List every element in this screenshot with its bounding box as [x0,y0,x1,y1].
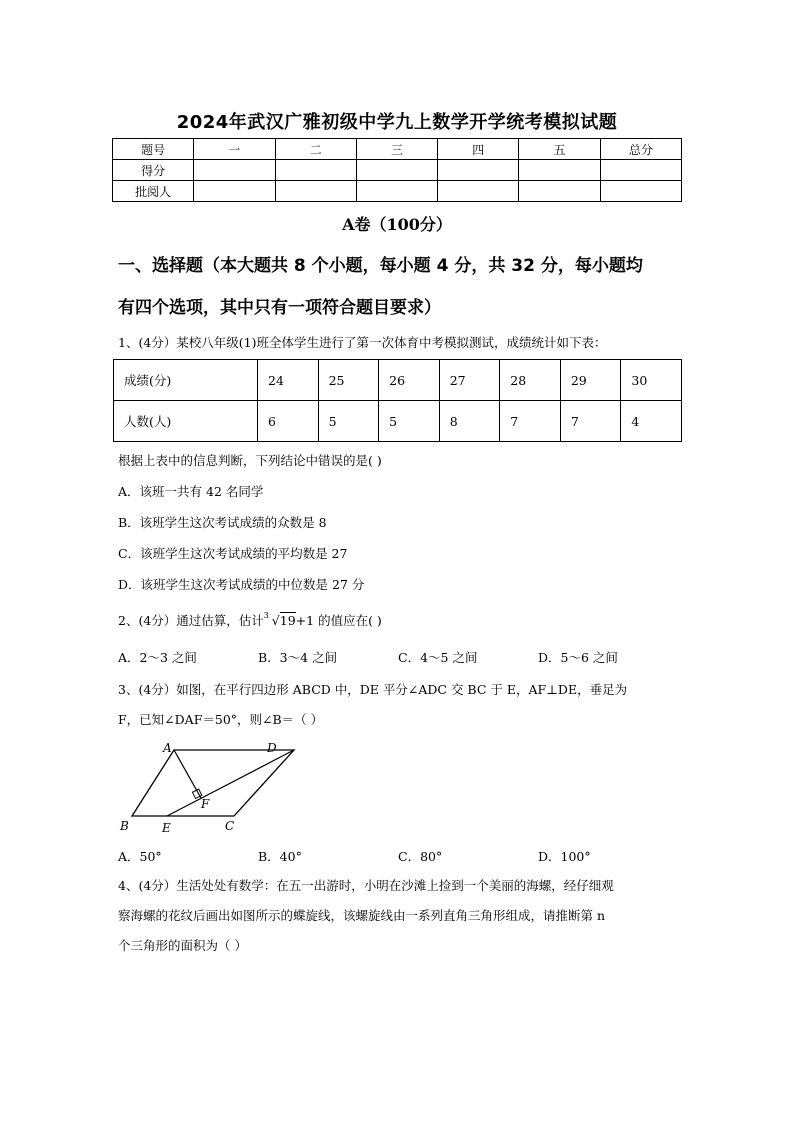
q2-options [118,648,698,666]
q1-option-c[interactable]: C．该班学生这次考试成绩的平均数是 27 [118,546,348,561]
score-row-label: 得分 [113,160,194,181]
q4-stem-line: 察海螺的花纹后画出如图所示的蝶旋线，该螺旋线由一系列直角三角形组成，请推断第 n [118,908,606,923]
q1-cell: 6 [258,401,319,442]
q3-options [118,847,698,865]
segment-af [174,750,201,798]
q1-cell: 7 [560,401,621,442]
q1-cell: 4 [621,401,682,442]
q2-option-d[interactable]: D．5～6 之间 [538,650,618,665]
reviewer-cell[interactable] [600,181,681,202]
label-a: A [163,741,172,755]
exam-title: 2024年武汉广雅初级中学九上数学开学统考模拟试题 [176,112,618,133]
section-heading-line: 有四个选项，其中只有一项符合题目要求） [118,298,441,318]
parallelogram-figure [112,738,302,838]
q3-stem-line: 3、(4分）如图，在平行四边形 ABCD 中，DE 平分∠ADC 交 BC 于 E，AF⊥DE，垂足为 [118,682,628,697]
q3-stem-line: F，已知∠DAF＝50°，则∠B＝（ ） [118,712,324,727]
score-header-cell: 四 [438,139,519,160]
q1-cell: 成绩(分) [114,360,258,401]
score-cell[interactable] [194,160,275,181]
q3-option-d[interactable]: D．100° [538,849,591,864]
reviewer-row-label: 批阅人 [113,181,194,202]
q1-stem: 1、(4分）某校八年级(1)班全体学生进行了第一次体育中考模拟测试，成绩统计如下表： [118,335,607,350]
q2-stem-pre: 2、(4分）通过估算，估计 [118,613,264,628]
q1-grade-row [114,360,682,401]
q4-stem-line: 4、(4分）生活处处有数学：在五一出游时，小明在沙滩上捡到一个美丽的海螺，经仔细观 [118,878,614,893]
q2-option-c[interactable]: C．4～5 之间 [398,650,478,665]
q4-stem-line: 个三角形的面积为（ ） [118,938,247,953]
score-row [113,160,682,181]
label-b: B [120,819,129,833]
q1-option-b[interactable]: B．该班学生这次考试成绩的众数是 8 [118,515,327,530]
q1-cell: 25 [318,360,379,401]
q1-cell: 26 [379,360,440,401]
reviewer-cell[interactable] [519,181,600,202]
score-cell[interactable] [600,160,681,181]
reviewer-cell[interactable] [275,181,356,202]
radical-sign: √ [271,613,280,628]
q1-cell: 27 [439,360,500,401]
q3-option-a[interactable]: A．50° [118,849,162,864]
score-cell[interactable] [356,160,437,181]
q1-cell: 24 [258,360,319,401]
reviewer-cell[interactable] [438,181,519,202]
label-f: F [201,797,210,811]
segment-de [167,750,294,816]
q1-cell: 5 [318,401,379,442]
q2-option-b[interactable]: B．3～4 之间 [258,650,338,665]
score-cell[interactable] [275,160,356,181]
label-d: D [267,741,277,755]
q1-cell: 8 [439,401,500,442]
q2-stem-post: +1 的值应在( ) [295,613,382,628]
score-header-cell: 题号 [113,139,194,160]
score-header-cell: 总分 [600,139,681,160]
section-heading [118,248,688,326]
score-cell[interactable] [438,160,519,181]
cube-root [264,611,296,631]
q1-grade-table [113,359,682,442]
q1-cell: 29 [560,360,621,401]
score-table-header-row [113,139,682,160]
section-heading-line: 一、选择题（本大题共 8 个小题，每小题 4 分，共 32 分，每小题均 [118,256,643,276]
reviewer-cell[interactable] [194,181,275,202]
q2-stem [118,611,382,631]
reviewer-row [113,181,682,202]
q1-cell: 5 [379,401,440,442]
volume-heading: A卷（100分） [342,215,452,234]
score-table [112,138,682,202]
radical-index: 3 [263,611,269,620]
q1-cell: 人数(人) [114,401,258,442]
reviewer-cell[interactable] [356,181,437,202]
q4-stem [118,876,698,956]
parallelogram-abcd [132,750,294,816]
score-header-cell: 二 [275,139,356,160]
q3-option-b[interactable]: B．40° [258,849,302,864]
q1-option-d[interactable]: D．该班学生这次考试成绩的中位数是 27 分 [118,577,365,592]
label-e: E [162,821,171,835]
score-header-cell: 五 [519,139,600,160]
q2-option-a[interactable]: A．2～3 之间 [118,650,197,665]
score-header-cell: 一 [194,139,275,160]
radicand: 19 [279,613,296,628]
q3-stem [118,680,698,730]
q1-count-row [114,401,682,442]
label-c: C [225,819,235,833]
q1-option-a[interactable]: A．该班一共有 42 名同学 [118,484,264,499]
q1-cell: 7 [500,401,561,442]
q1-prompt: 根据上表中的信息判断，下列结论中错误的是( ) [118,453,382,468]
score-cell[interactable] [519,160,600,181]
q1-cell: 28 [500,360,561,401]
q3-option-c[interactable]: C．80° [398,849,443,864]
q1-cell: 30 [621,360,682,401]
score-header-cell: 三 [356,139,437,160]
